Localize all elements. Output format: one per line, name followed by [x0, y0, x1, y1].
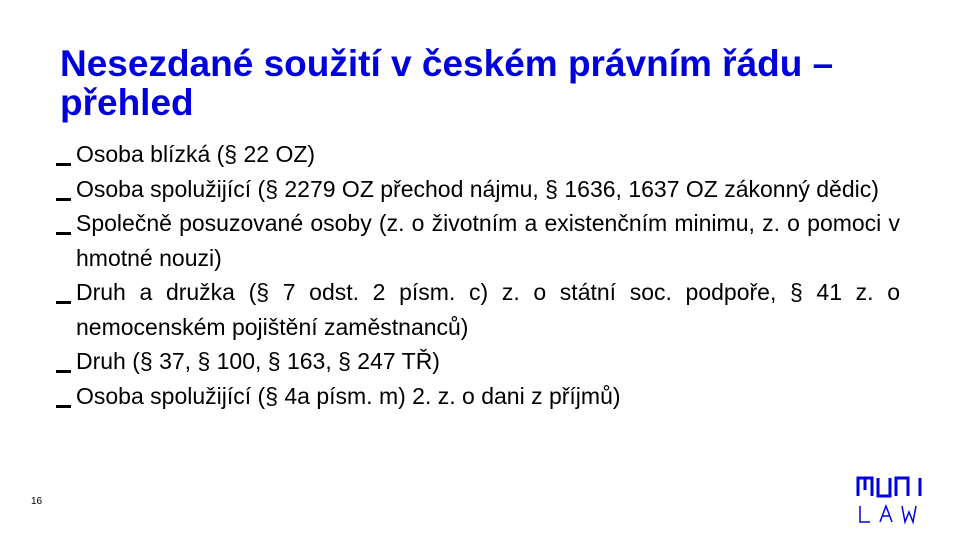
bullet-text: Společně posuzované osoby (z. o životním a existenčním minimu, z. o pomoci v hmotné nouzi)	[76, 210, 900, 271]
page-number: 16	[31, 496, 43, 507]
bullet-text: Druh a družka (§ 7 odst. 2 písm. c) z. o státní soc. podpoře, § 41 z. o nemocenském pojištění zaměstnanců)	[76, 279, 900, 340]
bullet-text: Osoba spolužijící (§ 2279 OZ přechod nájmu, § 1636, 1637 OZ zákonný dědic)	[76, 175, 879, 202]
bullet-item	[52, 275, 900, 344]
slide-title: Nesezdané soužití v českém právním řádu – přehled	[60, 43, 834, 123]
bullet-item	[52, 344, 900, 379]
bullet-text: Osoba blízká (§ 22 OZ)	[76, 141, 316, 167]
bullet-marker	[56, 163, 71, 166]
bullet-marker	[56, 370, 71, 373]
bullet-marker	[56, 198, 71, 201]
muni-law-logo	[856, 474, 928, 526]
bullet-marker	[56, 232, 71, 235]
bullet-item	[52, 379, 900, 414]
bullet-text: Osoba spolužijící (§ 4a písm. m) 2. z. o dani z příjmů)	[76, 382, 621, 409]
bullet-item	[52, 206, 900, 275]
bullet-item	[52, 172, 900, 207]
bullet-text: Druh (§ 37, § 100, § 163, § 247 TŘ)	[76, 348, 440, 374]
bullet-marker	[56, 301, 71, 304]
bullet-list	[52, 137, 900, 413]
bullet-marker	[56, 405, 71, 408]
bullet-item	[52, 137, 900, 172]
